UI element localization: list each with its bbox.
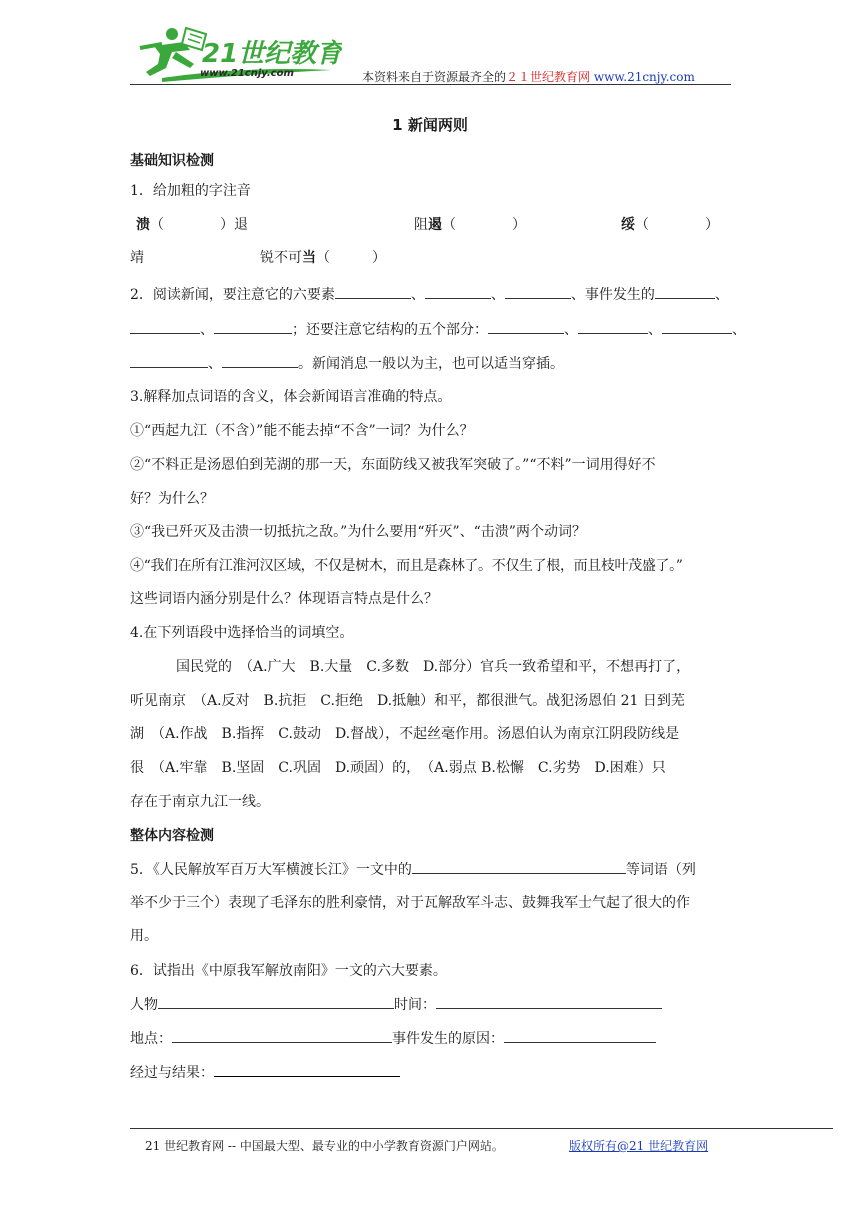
q6-person-label: 人物 — [130, 997, 158, 1013]
tagline-prefix: 本资料来自于资源最齐全的 — [362, 70, 507, 84]
q6-place-cause-row — [130, 1028, 656, 1049]
site-logo — [132, 24, 342, 84]
q6-person-blank — [158, 994, 394, 1009]
header-divider — [130, 84, 731, 85]
q6-cause-blank — [504, 1028, 656, 1043]
q6-result-label: 经过与结果： — [130, 1065, 214, 1081]
q6-time-label: 时间： — [394, 997, 436, 1013]
q1-item-5: 锐不可当（ ） — [260, 250, 386, 266]
tagline-brand: ２１世纪教育网 — [506, 70, 591, 84]
q4-para-line-2: 听见南京 （A.反对 B.抗拒 C.拒绝 D.抵触）和平，都很泄气。战犯汤恩伯 21 日到芜 — [130, 693, 685, 709]
q6-cause-label: 事件发生的原因： — [392, 1031, 504, 1047]
q1-item-3: 绥（ ） — [621, 217, 719, 233]
q4-para-line-1: 国民党的 （A.广大 B.大量 C.多数 D.部分）官兵一致希望和平，不想再打了， — [176, 659, 691, 675]
section-heading-content: 整体内容检测 — [130, 828, 214, 844]
section-heading-basic: 基础知识检测 — [130, 153, 214, 169]
q5-line-3: 用。 — [130, 928, 158, 944]
q5-line-1: 5．《人民解放军百万大军横渡长江》一文中的 等词语（列 — [130, 859, 696, 880]
q6-person-time-row — [130, 994, 662, 1015]
q1-label: 1．给加粗的字注音 — [130, 183, 251, 199]
q6-place-blank — [172, 1028, 392, 1043]
q6-label: 6．试指出《中原我军解放南阳》一文的六大要素。 — [130, 963, 447, 979]
q1-item-4: 靖 — [130, 250, 144, 266]
q5-line-2: 举不少于三个）表现了毛泽东的胜利豪情，对于瓦解敌军斗志、鼓舞我军士气起了很大的作 — [130, 895, 690, 911]
q3-label: 3.解释加点词语的含义，体会新闻语言准确的特点。 — [130, 389, 452, 405]
q1-item-1: 溃（ ）退 — [136, 217, 248, 233]
q6-time-blank — [436, 994, 662, 1009]
q3-b-line-1: ②“不料正是汤恩伯到芜湖的那一天，东面防线又被我军突破了。”“不料”一词用得好不 — [130, 457, 656, 473]
q2-line-3: 、 。新闻消息一般以为主，也可以适当穿插。 — [130, 353, 564, 374]
q3-a: ①“西起九江（不含）”能不能去掉“不含”一词？为什么？ — [130, 423, 474, 439]
q3-b-line-2: 好？为什么？ — [130, 491, 214, 507]
header-tagline — [362, 68, 695, 85]
page-title: 1 新闻两则 — [392, 116, 468, 134]
footer-text: 21 世纪教育网 -- 中国最大型、最专业的中小学教育资源门户网站。 — [145, 1139, 504, 1153]
q3-d-line-1: ④“我们在所有江淮河汉区域，不仅是树木，而且是森林了。不仅生了根，而且枝叶茂盛了。” — [130, 558, 683, 574]
logo-text: 21世纪教育 — [202, 39, 342, 69]
tagline-url[interactable]: www.21cnjy.com — [593, 70, 695, 84]
q3-c: ③“我已歼灭及击溃一切抵抗之敌。”为什么要用“歼灭”、“击溃”两个动词？ — [130, 524, 586, 540]
footer-copyright-link[interactable]: 版权所有@21 世纪教育网 — [569, 1139, 709, 1153]
footer-divider — [130, 1128, 833, 1129]
q1-item-2: 阻遏（ ） — [414, 217, 526, 233]
q3-d-line-2: 这些词语内涵分别是什么？体现语言特点是什么？ — [130, 591, 438, 607]
q4-para-line-3: 湖 （A.作战 B.指挥 C.鼓动 D.督战），不起丝毫作用。汤恩伯认为南京江阴段防线是 — [130, 726, 680, 742]
q2-line-1: 2．阅读新闻，要注意它的六要素 、 、 、事件发生的 、 — [130, 284, 729, 305]
q2-line-2: 、 ；还要注意它结构的五个部分： 、 、 、 — [130, 319, 746, 340]
q4-label: 4.在下列语段中选择恰当的词填空。 — [130, 625, 354, 641]
q6-result-row — [130, 1062, 400, 1083]
logo-url: www.21cnjy.com — [200, 68, 294, 79]
q6-result-blank — [214, 1062, 400, 1077]
q4-para-line-5: 存在于南京九江一线。 — [130, 794, 270, 810]
q6-place-label: 地点： — [130, 1031, 172, 1047]
q4-para-line-4: 很 （A.牢靠 B.坚固 C.巩固 D.顽固）的， （A.弱点 B.松懈 C.劣势 D.困难）只 — [130, 760, 666, 776]
